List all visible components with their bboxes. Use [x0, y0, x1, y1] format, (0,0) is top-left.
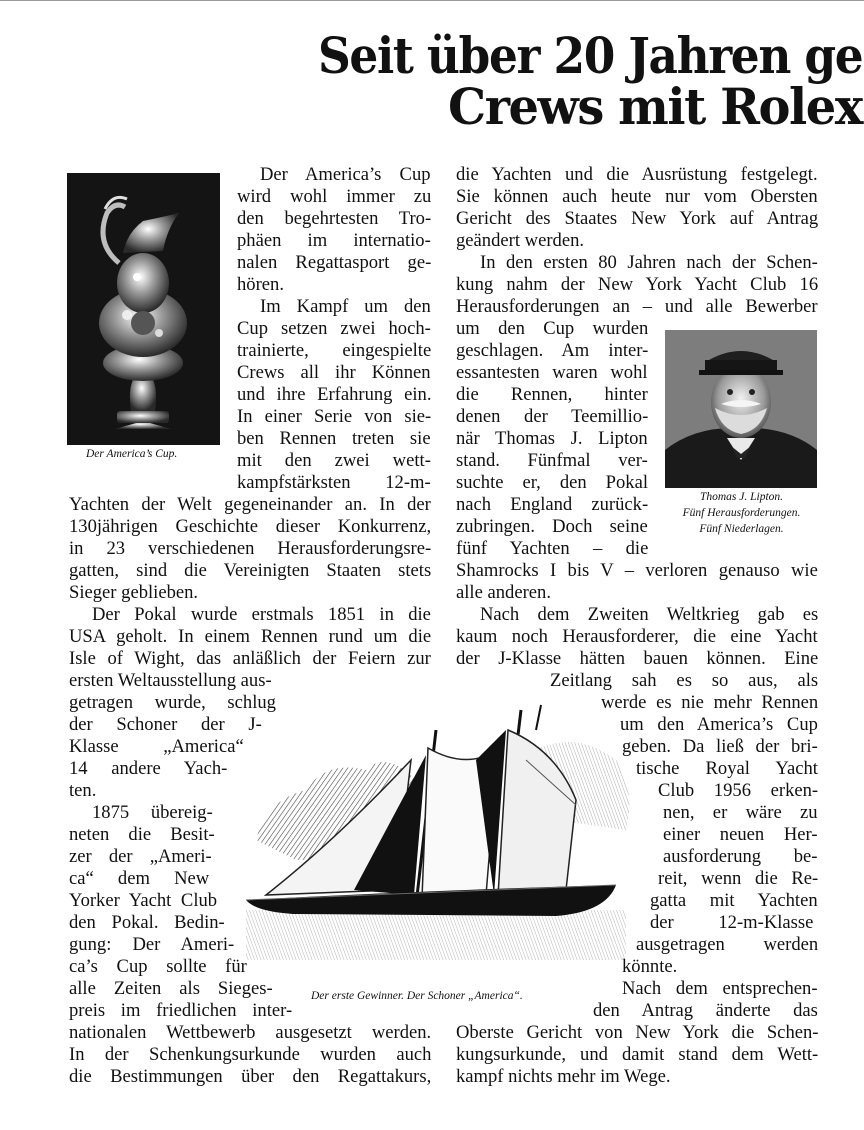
col2-line: denen der Teemillio- [456, 406, 649, 427]
col2-line: fünf Yachten – die [456, 538, 649, 559]
col1-line: mit den zwei wett- [237, 450, 431, 471]
col2-line: der 12-m-Klasse [650, 912, 814, 933]
col1-line: getragen wurde, schlug [69, 692, 276, 713]
col2-line: Herausforderungen an – und alle Bewerber [456, 296, 818, 317]
col2-line: den Antrag änderte das [593, 1000, 818, 1021]
col2-line: Shamrocks I bis V – verloren genauso wie [456, 560, 818, 581]
col2-line: tische Royal Yacht [636, 758, 818, 779]
col1-line: Sieger geblieben. [69, 582, 199, 603]
col1-line: ca“ dem New [69, 868, 210, 889]
col2-line: werde es nie mehr Rennen [601, 692, 819, 713]
col2-line: nen, er wäre zu [663, 802, 818, 823]
col1-line: kampfstärksten 12-m- [237, 472, 431, 493]
headline-line-2: Crews mit Rolex [448, 77, 862, 136]
col2-line: Nach dem Zweiten Weltkrieg gab es [480, 604, 819, 625]
col1-line: Klasse „America“ [69, 736, 244, 757]
col1-line: 14 andere Yach- [69, 758, 228, 779]
lipton-caption-line-1: Thomas J. Lipton. [699, 491, 784, 503]
col2-line: nach England zurück- [456, 494, 649, 515]
col1-line: Cup setzen zwei hoch- [237, 318, 431, 339]
col2-line: geschlagen. Am inter- [456, 340, 649, 361]
lipton-caption-line-3: Fünf Niederlagen. [699, 523, 784, 535]
col1-line: Yachten der Welt gegeneinander an. In der [69, 494, 431, 515]
col1-line: Yorker Yacht Club [69, 890, 218, 911]
col2-line: Nach dem entsprechen- [622, 978, 818, 999]
col2-line: geändert werden. [456, 230, 585, 251]
col2-line: könnte. [622, 956, 678, 977]
col2-line: Club 1956 erken- [658, 780, 819, 801]
col1-line: den begehrtesten Tro- [237, 208, 432, 229]
col2-line: kung nahm der New York Yacht Club 16 [456, 274, 819, 295]
col1-line: gung: Der Ameri- [69, 934, 235, 955]
col1-line: phäen im internatio- [237, 230, 431, 251]
col1-line: nalen Regattasport ge- [237, 252, 432, 273]
col2-line: Zeitlang sah es so aus, als [550, 670, 819, 691]
lipton-portrait [665, 330, 817, 488]
col1-line: preis im friedlichen inter- [69, 1000, 293, 1021]
col1-line: ben Rennen treten sie [237, 428, 431, 449]
col2-line: um den Cup wurden [456, 318, 649, 339]
col2-line: die Yachten und die Ausrüstung festgelegt. [456, 164, 818, 185]
col2-line: suchte er, den Pokal [456, 472, 648, 493]
col2-line: In den ersten 80 Jahren nach der Schen- [480, 252, 818, 273]
col2-line: när Thomas J. Lipton [456, 428, 648, 449]
col1-line: Crews all ihr Können [237, 362, 431, 383]
americas-cup-caption: Der America’s Cup. [86, 448, 178, 460]
col2-line: ausforderung be- [663, 846, 818, 867]
col2-line: reit, wenn die Re- [658, 868, 819, 889]
col1-line: trainierte, eingespielte [237, 340, 432, 361]
col1-line: Der Pokal wurde erstmals 1851 in die [92, 604, 431, 625]
col1-line: ten. [69, 780, 97, 801]
col1-line: der Schoner der J- [69, 714, 262, 735]
col2-line: ausgetragen werden [636, 934, 819, 955]
col2-line: der J-Klasse hätten bauen können. Eine [456, 648, 819, 669]
col2-line: stand. Fünfmal ver- [456, 450, 648, 471]
col1-line: In der Schenkungsurkunde wurden auch [69, 1044, 432, 1065]
col2-line: kampf nichts mehr im Wege. [456, 1066, 671, 1087]
col1-line: ca’s Cup sollte für [69, 956, 247, 977]
col1-line: alle Zeiten als Sieges- [69, 978, 273, 999]
col2-line: geben. Da ließ der bri- [622, 736, 818, 757]
col1-line: nationalen Wettbewerb ausgesetzt werden. [69, 1022, 432, 1043]
col1-line: wird wohl immer zu [237, 186, 432, 207]
col2-line: gatta mit Yachten [650, 890, 818, 911]
col2-line: essantesten waren wohl [456, 362, 648, 383]
col1-line: In einer Serie von sie- [237, 406, 432, 427]
col1-line: und ihre Erfahrung ein. [237, 384, 432, 405]
col2-line: die Rennen, hinter [456, 384, 648, 405]
col1-line: neten die Besit- [69, 824, 215, 845]
col1-line: 130jährigen Geschichte dieser Konkurrenz, [69, 516, 432, 537]
col1-line: Im Kampf um den [260, 296, 431, 317]
col2-line: alle anderen. [456, 582, 551, 603]
col1-line: hören. [237, 274, 284, 295]
col1-line: Isle of Wight, das anläßlich der Feiern zur [69, 648, 431, 669]
schooner-america-engraving [236, 690, 636, 980]
col1-line: Der America’s Cup [260, 164, 431, 185]
americas-cup-photo [67, 173, 220, 445]
lipton-caption-line-2: Fünf Herausforderungen. [682, 507, 801, 519]
col1-line: den Pokal. Bedin- [69, 912, 225, 933]
col1-line: gatten, sind die Vereinigten Staaten stets [69, 560, 432, 581]
col1-line: zer der „Ameri- [69, 846, 212, 867]
col1-line: 1875 übereig- [92, 802, 213, 823]
col2-line: kungsurkunde, und damit stand dem Wett- [456, 1044, 819, 1065]
col2-line: einer neuen Her- [663, 824, 818, 845]
page-edge [0, 0, 864, 1]
headline-line-1: Seit über 20 Jahren ge [318, 26, 863, 85]
col2-line: zubringen. Doch seine [456, 516, 648, 537]
col1-line: ersten Weltausstellung aus- [69, 670, 272, 691]
col1-line: USA geholt. In einem Rennen rund um die [69, 626, 432, 647]
col1-line: in 23 verschiedenen Herausforderungsre- [69, 538, 432, 559]
col2-line: um den America’s Cup [620, 714, 818, 735]
col2-line: Oberste Gericht von New York die Schen- [456, 1022, 819, 1043]
schooner-caption: Der erste Gewinner. Der Schoner „America“. [311, 990, 523, 1002]
col2-line: Gericht des Staates New York auf Antrag [456, 208, 819, 229]
col2-line: kaum noch Herausforderer, die eine Yacht [456, 626, 818, 647]
col2-line: Sie können auch heute nur vom Obersten [456, 186, 818, 207]
col1-line: die Bestimmungen über den Regattakurs, [69, 1066, 432, 1087]
